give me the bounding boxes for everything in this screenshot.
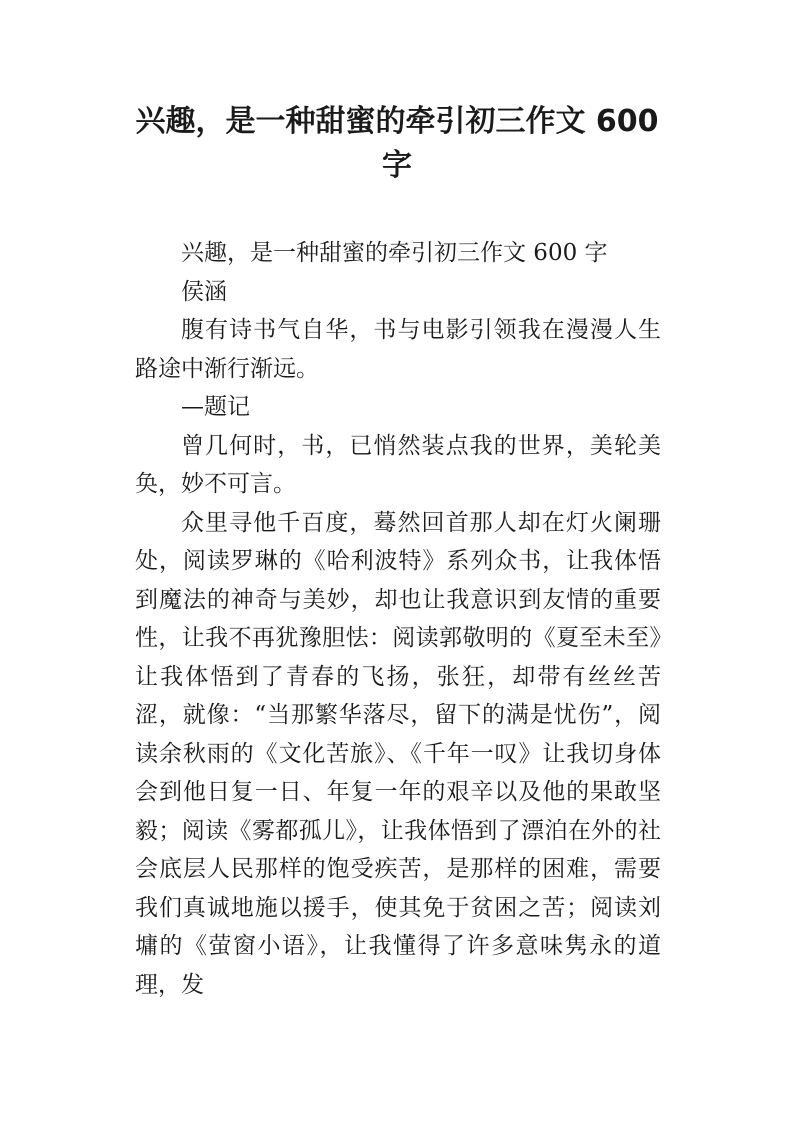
paragraph-author: 侯涵 (181, 278, 227, 305)
paragraph-heading-repeat: 兴趣，是一种甜蜜的牵引初三作文 600 字 (181, 240, 608, 266)
document-body (135, 234, 661, 1004)
paragraph-epigraph-attribution: —题记 (181, 394, 250, 420)
paragraph-epigraph: 腹有诗书气自华，书与电影引领我在漫漫人生路途中渐行渐远。 (135, 317, 661, 382)
document-title: 兴趣，是一种甜蜜的牵引初三作文 600 字 (135, 104, 659, 183)
paragraph-intro: 曾几何时，书，已悄然装点我的世界，美轮美奂，妙不可言。 (135, 432, 661, 497)
paragraph-main: 众里寻他千百度，蓦然回首那人却在灯火阑珊处，阅读罗琳的《哈利波特》系列众书，让我体悟到魔法的神奇与美妙，却也让我意识到友情的重要性，让我不再犹豫胆怯：阅读郭敬明的《夏至未至》让我体悟到了青春的飞扬，张狂，却带有丝丝苦涩，就像：“当那繁华落尽，留下的满是忧伤”，阅读余秋雨的《文化苦旅》、《千年一叹》让我切身体会到他日复一日、年复一年的艰辛以及他的果敢坚毅；阅读《雾都孤儿》，让我体悟到了漂泊在外的社会底层人民那样的饱受疾苦，是那样的困难，需要我们真诚地施以援手，使其免于贫困之苦；阅读刘墉的《萤窗小语》，让我懂得了许多意味隽永的道理，发 (135, 509, 661, 998)
